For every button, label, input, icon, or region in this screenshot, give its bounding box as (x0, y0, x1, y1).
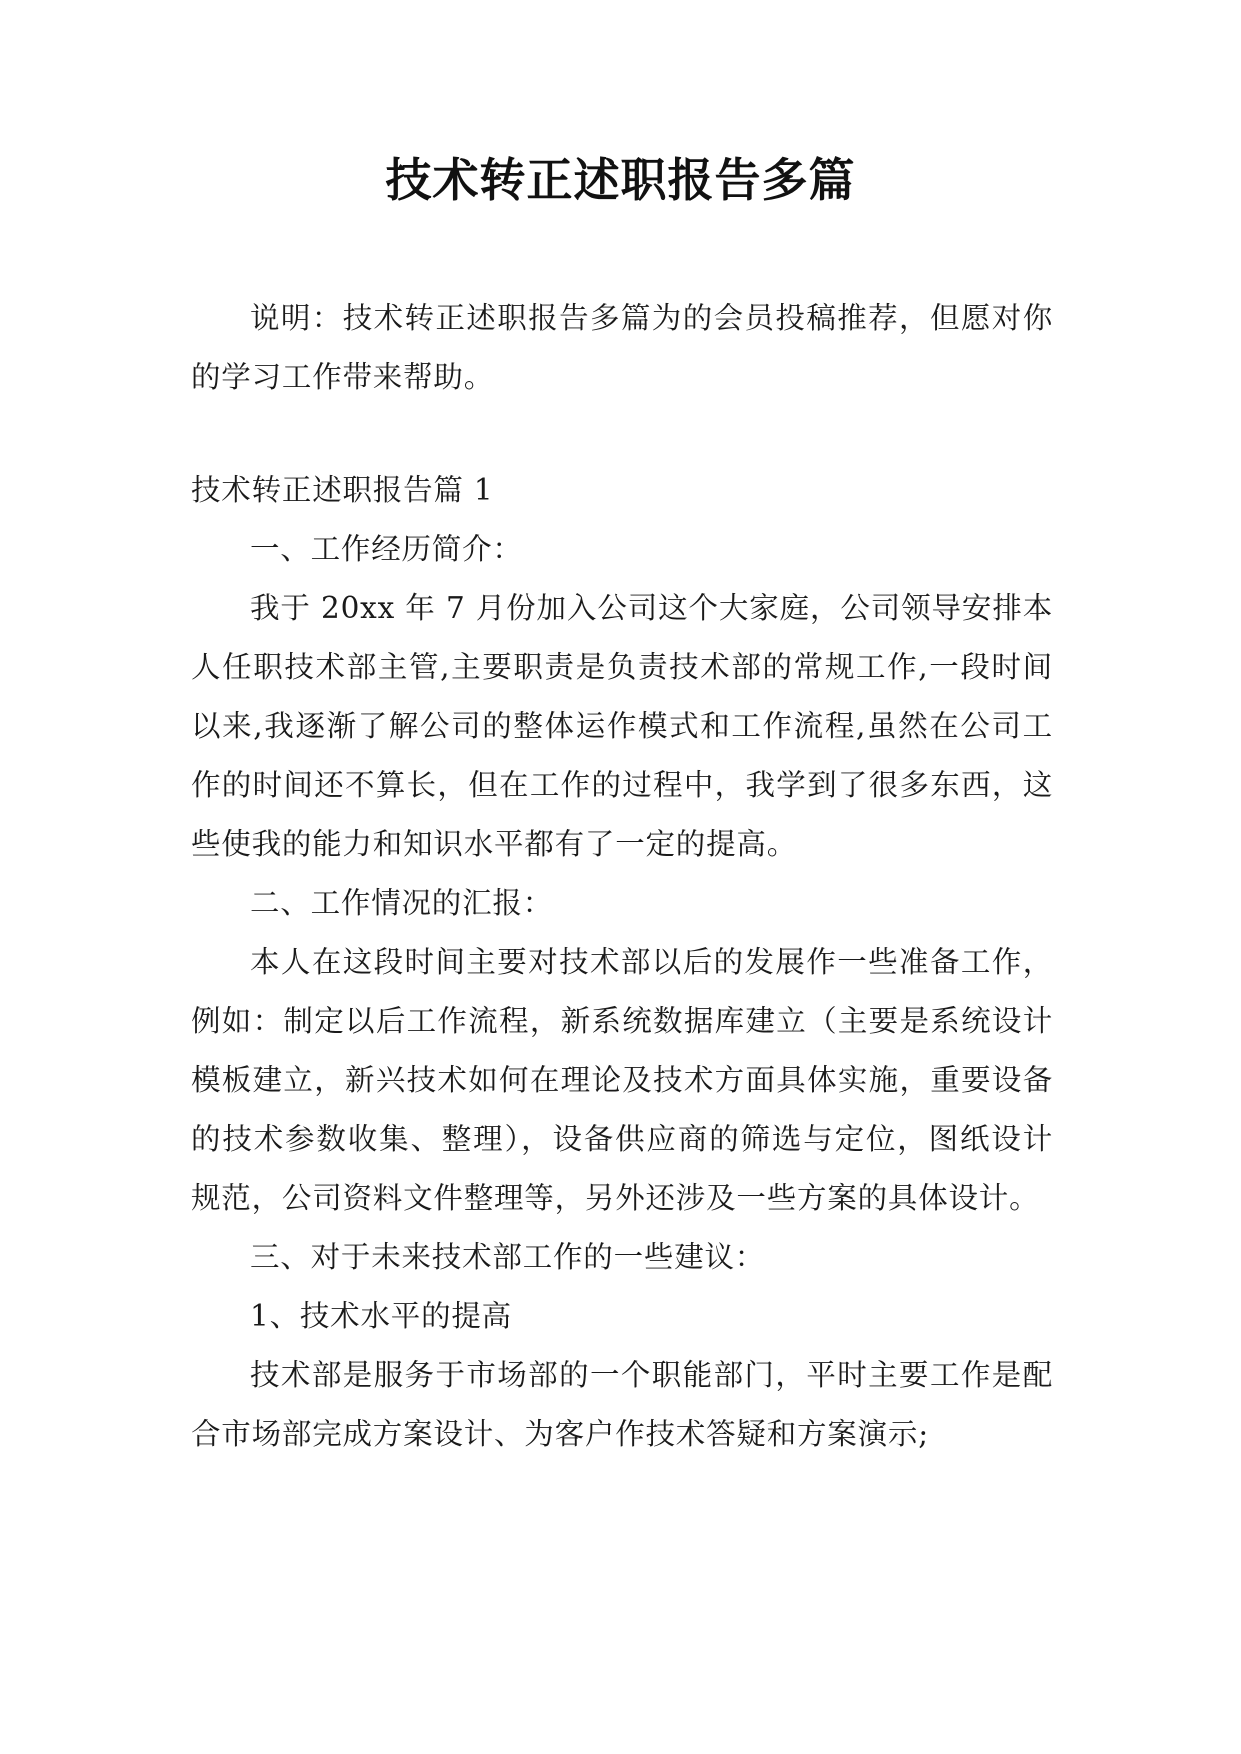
report-body (191, 461, 1053, 1464)
heading-suggestions: 三、对于未来技术部工作的一些建议： (250, 1240, 766, 1274)
paragraph-tech-level: 技术部是服务于市场部的一个职能部门，平时主要工作是配合市场部完成方案设计、为客户作技术答疑和方案演示; (191, 1358, 1053, 1451)
paragraph-work-history: 我于 20xx 年 7 月份加入公司这个大家庭，公司领导安排本人任职技术部主管,主要职责是负责技术部的常规工作,一段时间以来,我逐渐了解公司的整体运作模式和工作流程,虽然在公司工作的时间还不算长，但在工作的过程中，我学到了很多东西，这些使我的能力和知识水平都有了一定的提高。 (191, 591, 1053, 861)
document-title: 技术转正述职报告多篇 (385, 153, 856, 207)
section-heading-report-1: 技术转正述职报告篇 1 (191, 473, 494, 507)
heading-work-history: 一、工作经历简介： (250, 532, 523, 566)
paragraph-work-report: 本人在这段时间主要对技术部以后的发展作一些准备工作，例如：制定以后工作流程，新系统数据库建立（主要是系统设计模板建立，新兴技术如何在理论及技术方面具体实施，重要设备的技术参数收集、整理），设备供应商的筛选与定位，图纸设计规范，公司资料文件整理等，另外还涉及一些方案的具体设计。 (191, 945, 1053, 1215)
intro-paragraph: 说明：技术转正述职报告多篇为的会员投稿推荐，但愿对你的学习工作带来帮助。 (191, 301, 1053, 394)
heading-work-report: 二、工作情况的汇报： (250, 886, 554, 920)
intro-section (191, 289, 1053, 407)
subheading-tech-level: 1、技术水平的提高 (250, 1299, 512, 1333)
